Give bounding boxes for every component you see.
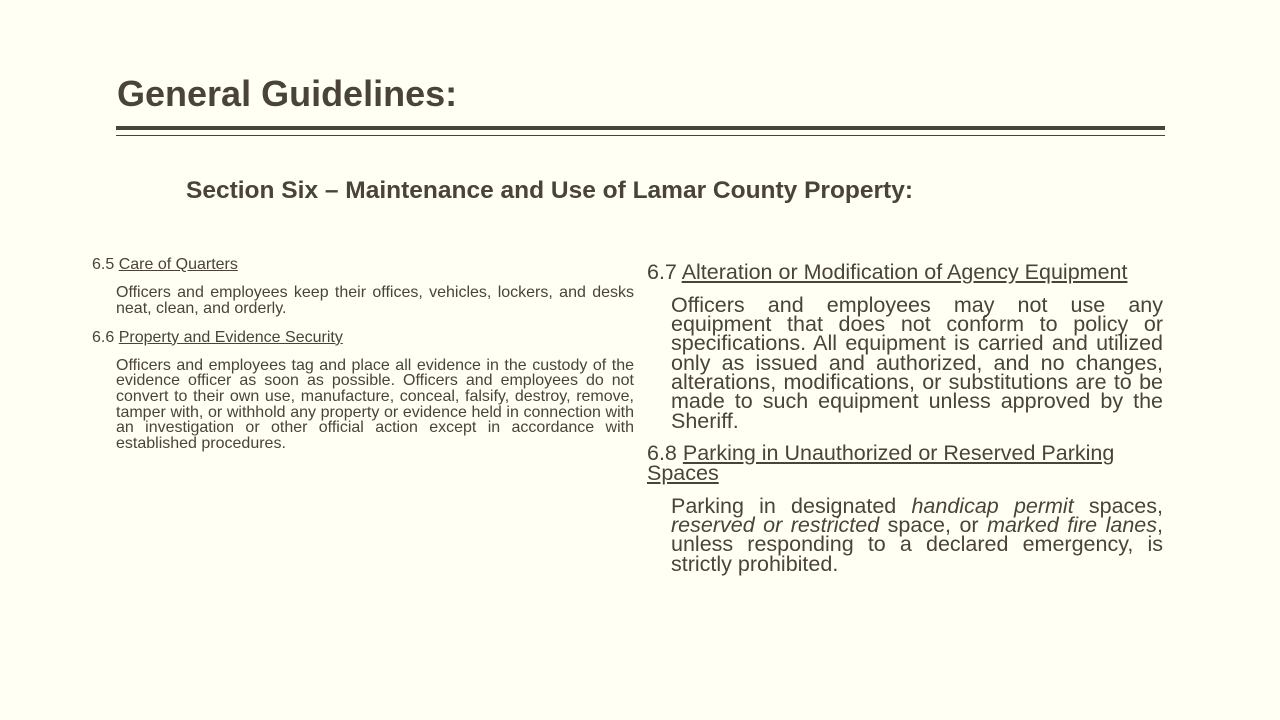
item-6-6-body: Officers and employees tag and place all evidence in the custody of the evidence officer as soon as possible. Officers and employees do not convert to their own use, manufacture, conceal, falsify, destroy, remove, tamper with, or withhold any property or evidence held in connection with an investigation or other official action except in accordance with established procedures. (116, 356, 634, 453)
item-number: 6.6 (92, 328, 115, 346)
item-title: Alteration or Modification of Agency Equipment (681, 260, 1128, 284)
item-number: 6.8 (647, 441, 677, 466)
left-column (92, 255, 634, 463)
item-6-5-heading (92, 255, 634, 274)
body-text: , unless responding to a declared emergency, is strictly prohibited. (671, 513, 1163, 576)
title-divider-thin (116, 135, 1165, 136)
body-text: Parking in designated (671, 493, 912, 518)
item-title: Parking in Unauthorized or Reserved Parking Spaces (647, 441, 1115, 485)
title-divider-thick (116, 126, 1165, 130)
slide-title: General Guidelines: (117, 73, 458, 114)
item-6-5-body: Officers and employees keep their offices, vehicles, lockers, and desks neat, clean, and orderly. (116, 284, 634, 317)
body-emphasis: marked fire lanes (987, 513, 1158, 538)
item-6-8-heading (647, 441, 1163, 485)
body-emphasis: reserved or restricted (671, 513, 880, 538)
item-number: 6.5 (92, 256, 115, 273)
item-6-7-heading (647, 260, 1163, 284)
section-heading: Section Six – Maintenance and Use of Lamar County Property: (186, 177, 913, 204)
item-6-8-body (647, 493, 1163, 576)
item-number: 6.7 (647, 260, 677, 284)
body-emphasis: handicap permit (911, 493, 1074, 518)
body-text: space, or (879, 513, 988, 538)
right-column (647, 260, 1163, 587)
item-title: Care of Quarters (118, 256, 238, 273)
item-6-6-heading (92, 328, 634, 347)
item-title: Property and Evidence Security (118, 328, 343, 346)
item-6-7-body: Officers and employees may not use any equipment that does not conform to policy or specifications. All equipment is carried and utilized only as issued and authorized, and no changes, alterations, modifications, or substitutions are to be made to such equipment unless approved by the Sheriff. (671, 292, 1163, 433)
body-text: spaces, (1073, 493, 1163, 518)
